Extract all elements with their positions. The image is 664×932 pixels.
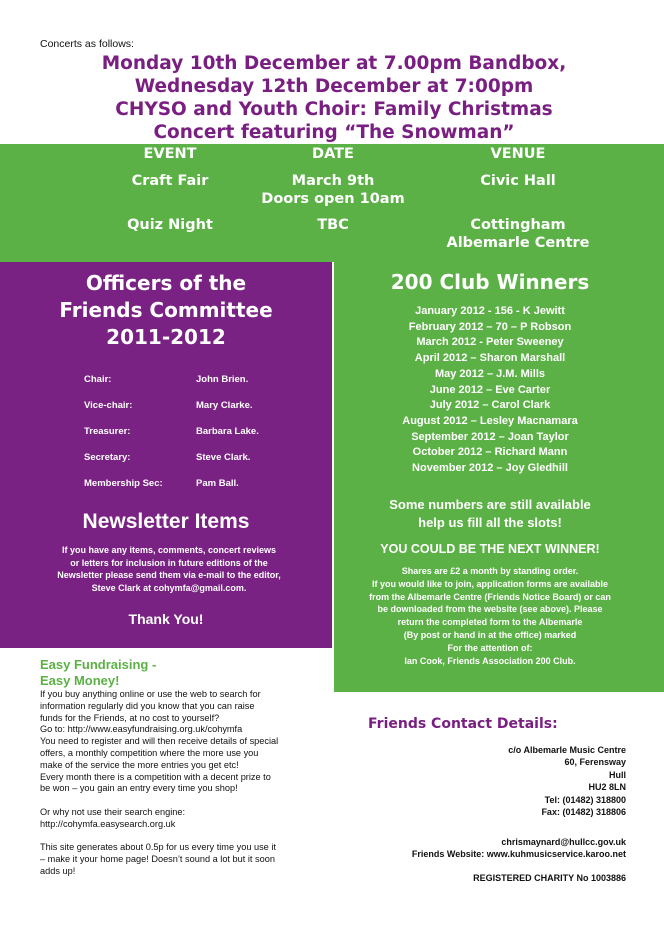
newsletter-title: Newsletter Items: [82, 510, 250, 533]
club-panel: [334, 262, 664, 692]
address-line: Hull: [609, 769, 626, 780]
fundraising-line: information regularly did you know that you can raise: [40, 700, 255, 711]
address-line: 60, Ferensway: [564, 757, 626, 768]
officer-role: Secretary:: [84, 452, 131, 463]
events-header-venue: VENUE: [490, 146, 546, 162]
shares-line: (By post or hand in at the office) marked: [403, 629, 577, 640]
winner-item: October 2012 – Richard Mann: [412, 446, 568, 459]
officer-name: Mary Clarke.: [196, 400, 253, 411]
contact-title: Friends Contact Details:: [368, 716, 558, 732]
fundraising-line: You need to register and will then receive details of special: [40, 736, 279, 747]
concert-headline: [28, 52, 640, 144]
newsletter-line: Steve Clark at cohymfa@gmail.com.: [91, 582, 247, 593]
shares-line: return the completed form to the Albemarle: [397, 617, 583, 628]
officers-title: [0, 270, 332, 351]
shares-line: Ian Cook, Friends Association 200 Club.: [404, 655, 576, 666]
fundraising-line: funds for the Friends, at no cost to yourself?: [40, 712, 220, 723]
fundraising-line: – make it your home page! Doesn’t sound a lot but it soon: [40, 854, 275, 865]
event-name: Craft Fair: [131, 173, 209, 189]
fundraising-title-line: Easy Money!: [40, 673, 120, 688]
officer-name: Steve Clark.: [196, 452, 251, 463]
winner-item: May 2012 – J.M. Mills: [434, 367, 546, 380]
event-date: [223, 172, 443, 208]
event-date: TBC: [317, 217, 349, 233]
fundraising-line: make of the service the more entries you get etc!: [40, 759, 239, 770]
fundraising-paragraph: [40, 842, 332, 877]
officer-name: Barbara Lake.: [196, 426, 259, 437]
officer-row: [84, 452, 250, 463]
officer-row: [84, 374, 248, 385]
address-line: c/o Albemarle Music Centre: [508, 745, 626, 755]
winner-item: February 2012 – 70 – P Robson: [408, 320, 572, 333]
officer-name: Pam Ball.: [196, 478, 239, 489]
event-date-line: Doors open 10am: [261, 191, 405, 207]
event-venue-line: Cottingham: [470, 217, 566, 233]
shares-info: [340, 565, 640, 667]
headline-line: Wednesday 12th December at 7:00pm: [134, 76, 534, 97]
winner-item: August 2012 – Lesley Macnamara: [402, 414, 578, 427]
address-line: HU2 8LN: [588, 782, 626, 793]
winners-list: [334, 304, 646, 477]
telephone: Tel: (01482) 318800: [544, 794, 626, 805]
fundraising-line: offers, a monthly competition where the more use you: [40, 747, 259, 758]
thank-you: Thank You!: [128, 611, 204, 627]
event-venue: [418, 216, 618, 252]
winner-item: November 2012 – Joy Gledhill: [412, 462, 568, 475]
contact-online: [326, 836, 626, 861]
officer-role: Vice-chair:: [84, 400, 133, 411]
fax: Fax: (01482) 318806: [541, 807, 626, 818]
newsletter-line: or letters for inclusion in future editions of the: [70, 557, 268, 568]
officer-row: [84, 400, 253, 411]
fundraising-paragraph: [40, 689, 332, 795]
officers-title-line: Friends Committee: [59, 298, 273, 322]
fundraising-line: adds up!: [40, 865, 76, 876]
officer-row: [84, 478, 239, 489]
contact-address: [346, 744, 626, 818]
officers-title-line: 2011-2012: [106, 325, 226, 349]
fundraising-line: be won – you gain an entry every time you shop!: [40, 783, 238, 794]
winner-item: January 2012 - 156 - K Jewitt: [415, 305, 565, 317]
event-venue-line: Albemarle Centre: [446, 235, 590, 251]
shares-line: If you would like to join, application forms are available: [371, 578, 609, 589]
winner-item: July 2012 – Carol Clark: [429, 399, 551, 412]
fundraising-line: If you buy anything online or use the web to search for: [40, 689, 261, 699]
event-name: Quiz Night: [127, 217, 213, 233]
events-table: [0, 144, 664, 262]
winner-item: April 2012 – Sharon Marshall: [414, 352, 566, 365]
headline-line: CHYSO and Youth Choir: Family Christmas: [115, 99, 553, 120]
fundraising-paragraph: [40, 807, 332, 831]
still-line: help us fill all the slots!: [418, 515, 562, 530]
charity-number: REGISTERED CHARITY No 1003886: [473, 873, 626, 883]
fundraising-title-line: Easy Fundraising -: [40, 657, 157, 672]
officer-role: Membership Sec:: [84, 478, 163, 489]
fundraising-title: [40, 657, 156, 689]
headline-line: Monday 10th December at 7.00pm Bandbox,: [101, 53, 567, 74]
winner-item: September 2012 – Joan Taylor: [411, 430, 569, 443]
officers-panel: [0, 262, 332, 648]
contact-website[interactable]: Friends Website: www.kuhmusicservice.karoo.net: [411, 849, 626, 860]
shares-line: from the Albemarle Centre (Friends Notice Board) or can: [369, 591, 611, 602]
search-engine-link[interactable]: http://cohymfa.easysearch.org.uk: [40, 818, 176, 829]
officer-name: John Brien.: [196, 374, 249, 385]
officers-title-line: Officers of the: [85, 271, 247, 295]
contact-email[interactable]: chrismaynard@hullcc.gov.uk: [501, 837, 626, 847]
next-winner-callout: YOU COULD BE THE NEXT WINNER!: [380, 542, 600, 556]
shares-line: Shares are £2 a month by standing order.: [401, 566, 579, 576]
newsletter-line: If you have any items, comments, concert reviews: [61, 545, 277, 555]
shares-line: be downloaded from the website (see above). Please: [377, 604, 603, 615]
shares-line: For the attention of:: [447, 642, 533, 653]
officer-role: Treasurer:: [84, 426, 131, 437]
newsletter-line: Newsletter please send them via e-mail to the editor,: [57, 570, 281, 580]
fundraising-link[interactable]: Go to: http://www.easyfundraising.org.uk/cohymfa: [40, 724, 243, 735]
newsletter-body: [34, 544, 304, 594]
still-available: [334, 496, 646, 532]
fundraising-line: Every month there is a competition with a decent prize to: [40, 771, 271, 782]
headline-line: Concert featuring “The Snowman”: [153, 122, 515, 143]
events-header-event: EVENT: [143, 146, 197, 162]
fundraising-line: This site generates about 0.5p for us every time you use it: [40, 842, 276, 853]
fundraising-line: Or why not use their search engine:: [40, 806, 186, 817]
officer-row: [84, 426, 259, 437]
winner-item: March 2012 - Peter Sweeney: [416, 336, 564, 349]
event-date-line: March 9th: [291, 173, 375, 189]
event-venue: Civic Hall: [480, 173, 556, 189]
still-line: Some numbers are still available: [389, 497, 591, 512]
club-title: 200 Club Winners: [390, 270, 590, 294]
intro-text: Concerts as follows:: [40, 38, 134, 50]
events-header-date: DATE: [312, 146, 354, 162]
fundraising-body: [40, 689, 332, 890]
officer-role: Chair:: [84, 374, 112, 385]
winner-item: June 2012 – Eve Carter: [429, 383, 551, 396]
